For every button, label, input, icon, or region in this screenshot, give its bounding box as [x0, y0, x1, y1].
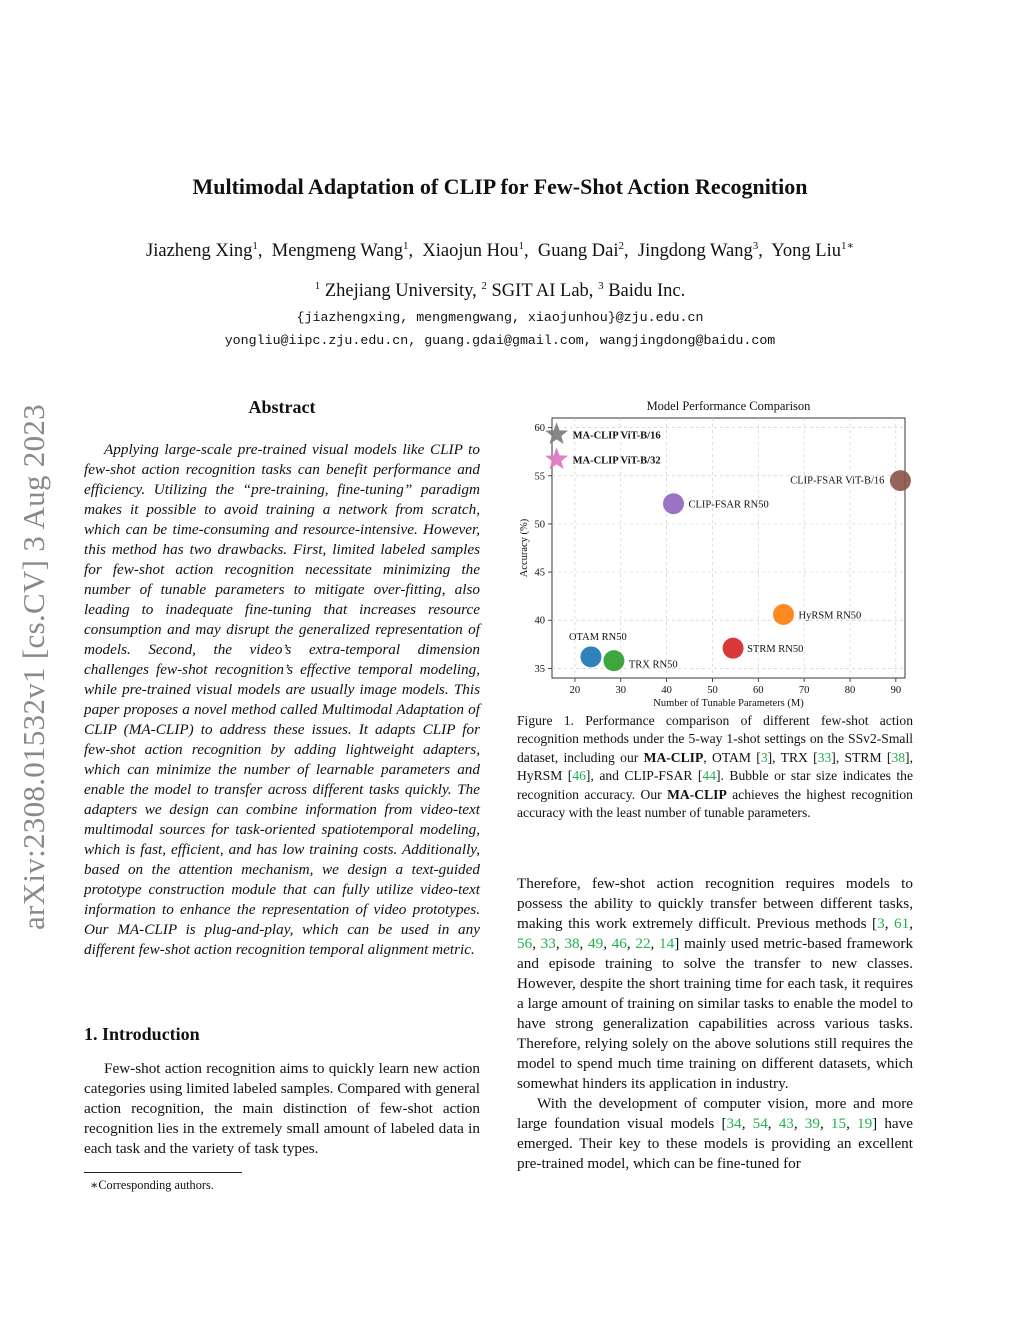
point-label: CLIP-FSAR RN50	[688, 499, 769, 511]
y-axis-label: Accuracy (%)	[519, 518, 530, 578]
bubble-marker	[773, 604, 794, 625]
citation-link[interactable]: 46	[611, 935, 627, 952]
footnote: ∗Corresponding authors.	[90, 1178, 214, 1192]
author: Guang Dai$^2$	[537, 240, 625, 262]
author: Xiaojun Hou$^1$	[422, 240, 524, 262]
author: Jingdong Wang$^3$	[637, 240, 759, 262]
point-label: HyRSM RN50	[798, 610, 862, 622]
citation-link[interactable]: 49	[588, 935, 604, 952]
x-tick-label: 90	[890, 685, 902, 696]
x-tick-label: 50	[707, 685, 718, 696]
citation-link[interactable]: 34	[726, 1115, 742, 1132]
citation-link[interactable]: 38	[891, 749, 906, 765]
email-line: {jiazhengxing, mengmengwang, xiaojunhou}@zju.edu.cn	[296, 310, 704, 325]
citation-link[interactable]: 39	[804, 1115, 820, 1132]
bubble-marker	[580, 646, 601, 667]
citation-link[interactable]: 33	[817, 749, 832, 765]
paper-title: Multimodal Adaptation of CLIP for Few-Shot Action Recognition	[192, 174, 808, 199]
citation-link[interactable]: 19	[856, 1115, 873, 1132]
y-tick-label: 50	[534, 519, 545, 531]
x-tick-label: 70	[798, 685, 810, 696]
point-label: OTAM RN50	[568, 631, 627, 643]
bubble-marker	[663, 493, 684, 514]
scatter-plot	[515, 395, 915, 710]
paragraph: With the development of computer vision, more and more large foundation visual models [34, 54, 43, 39, 15, 19] have emerged. Their key to these models is providing an excellent pre-trained model, which can be fine-tuned for	[517, 1095, 914, 1172]
y-tick-label: 55	[534, 471, 545, 483]
abstract-heading: Abstract	[248, 397, 316, 417]
citation-link[interactable]: 44	[702, 768, 716, 784]
y-tick-label: 45	[534, 567, 545, 579]
x-tick-label: 20	[569, 685, 581, 696]
citation-link[interactable]: 56	[517, 935, 533, 952]
citation-link[interactable]: 3	[760, 749, 768, 765]
citation-link[interactable]: 15	[830, 1115, 847, 1132]
figure-1-chart	[515, 395, 915, 710]
right-column-body	[517, 874, 913, 1174]
point-label: TRX RN50	[628, 659, 678, 671]
email-line: yongliu@iipc.zju.edu.cn, guang.gdai@gmail.com, wangjingdong@baidu.com	[224, 333, 776, 348]
section-heading-introduction: 1. Introduction	[84, 1024, 200, 1044]
arxiv-side-stamp: arXiv:2308.01532v1 [cs.CV] 3 Aug 2023	[16, 403, 51, 930]
chart-title: Model Performance Comparison	[646, 399, 811, 413]
author: Yong Liu$^{1∗}$	[771, 240, 854, 262]
citation-link[interactable]: 54	[752, 1115, 768, 1132]
bubble-marker	[890, 470, 911, 491]
affiliations: $^1$ Zhejiang University, $^2$ SGIT AI Lab, $^3$ Baidu Inc.	[314, 280, 686, 302]
y-tick-label: 40	[534, 615, 545, 627]
bubble-marker	[723, 638, 744, 659]
bubble-marker	[603, 650, 624, 671]
author-list: Jiazheng Xing$^1$, Mengmeng Wang$^1$, Xiaojun Hou$^1$, Guang Dai$^2$, Jingdong Wang$^3$, Yong Liu$^{1∗}$	[146, 240, 854, 262]
author: Mengmeng Wang$^1$	[271, 240, 409, 262]
point-label: STRM RN50	[747, 644, 804, 656]
citation-link[interactable]: 14	[659, 935, 675, 952]
citation-link[interactable]: 38	[564, 935, 580, 952]
citation-link[interactable]: 33	[540, 935, 556, 952]
x-tick-label: 60	[753, 685, 764, 696]
citation-link[interactable]: 46	[572, 768, 586, 784]
figure-1-caption: Figure 1. Performance comparison of different few-shot action recognition methods under the 5-way 1-shot settings on the SSv2-Small dataset, including our MA-CLIP, OTAM [3], TRX [33], STRM [38], HyRSM [46], and CLIP-FSAR [44]. Bubble or star size indicates the recognition accuracy. Our MA-CLIP achieves the highest recognition accuracy with the least number of tunable parameters.	[517, 713, 914, 821]
y-tick-label: 60	[534, 423, 545, 435]
x-tick-label: 40	[661, 685, 672, 696]
paragraph: Therefore, few-shot action recognition requires models to possess the ability to quickly transfer between different tasks, making this work extremely difficult. Previous methods [3, 61, 56, 33, 38, 49, 46, 22, 14] mainly used metric-based framework and episode training to solve the transfer to new classes. However, despite the short training time for each task, it requires a large amount of training on similar tasks to enable the model to have strong generalization capabilities across various tasks. Therefore, relying solely on the above solutions still requires the model to spend much time training on different datasets, which somewhat hinders its application in industry.	[517, 875, 914, 1092]
abstract-body: Applying large-scale pre-trained visual models like CLIP to few-shot action recognition tasks can benefit performance and efficiency. Utilizing the “pre-training, fine-tuning” paradigm makes it possible to avoid training a network from scratch, which can be time-consuming and resource-intensive. However, this method has two drawbacks. First, limited labeled samples for few-shot action recognition necessitate minimizing the number of tunable parameters to mitigate over-fitting, also leading to inadequate fine-tuning that increases resource consumption and may disrupt the generalized representation of models. Second, the video’s extra-temporal dimension challenges few-shot recognition’s effective temporal modeling, while pre-trained visual models are usually image models. This paper proposes a novel method called Multimodal Adaptation of CLIP (MA-CLIP) to address these issues. It adapts CLIP for few-shot action recognition by adding lightweight adapters, which can minimize the number of learnable parameters and enable the model to transfer across different tasks quickly. The adapters we design can combine information from video-text multimodal sources for task-oriented spatiotemporal modeling, which is fast, efficient, and has low training costs. Additionally, based on the attention mechanism, we design a text-guided prototype construction module that can fully utilize video-text information to enhance the representation of video prototypes. Our MA-CLIP is plug-and-play, which can be used in any different few-shot action recognition temporal alignment metric.	[84, 441, 480, 958]
citation-link[interactable]: 61	[894, 915, 910, 932]
footnote-rule	[84, 1172, 242, 1173]
introduction-body: Few-shot action recognition aims to quickly learn new action categories using limited labeled samples. Compared with general action recognition, the main distinction of few-shot action recognition lies in the extremely small amount of labeled data in each task and the variety of task types.	[84, 1060, 480, 1157]
point-label: MA-CLIP ViT-B/32	[572, 455, 661, 467]
x-axis-label: Number of Tunable Parameters (M)	[653, 698, 804, 709]
x-tick-label: 30	[615, 685, 627, 696]
y-tick-label: 35	[534, 663, 545, 675]
citation-link[interactable]: 3	[877, 915, 885, 932]
author: Jiazheng Xing$^1$	[146, 240, 258, 262]
x-tick-label: 80	[844, 685, 856, 696]
citation-link[interactable]: 22	[635, 935, 651, 952]
citation-link[interactable]: 43	[778, 1115, 794, 1132]
point-label: MA-CLIP ViT-B/16	[572, 430, 661, 442]
point-label: CLIP-FSAR ViT-B/16	[790, 475, 885, 487]
